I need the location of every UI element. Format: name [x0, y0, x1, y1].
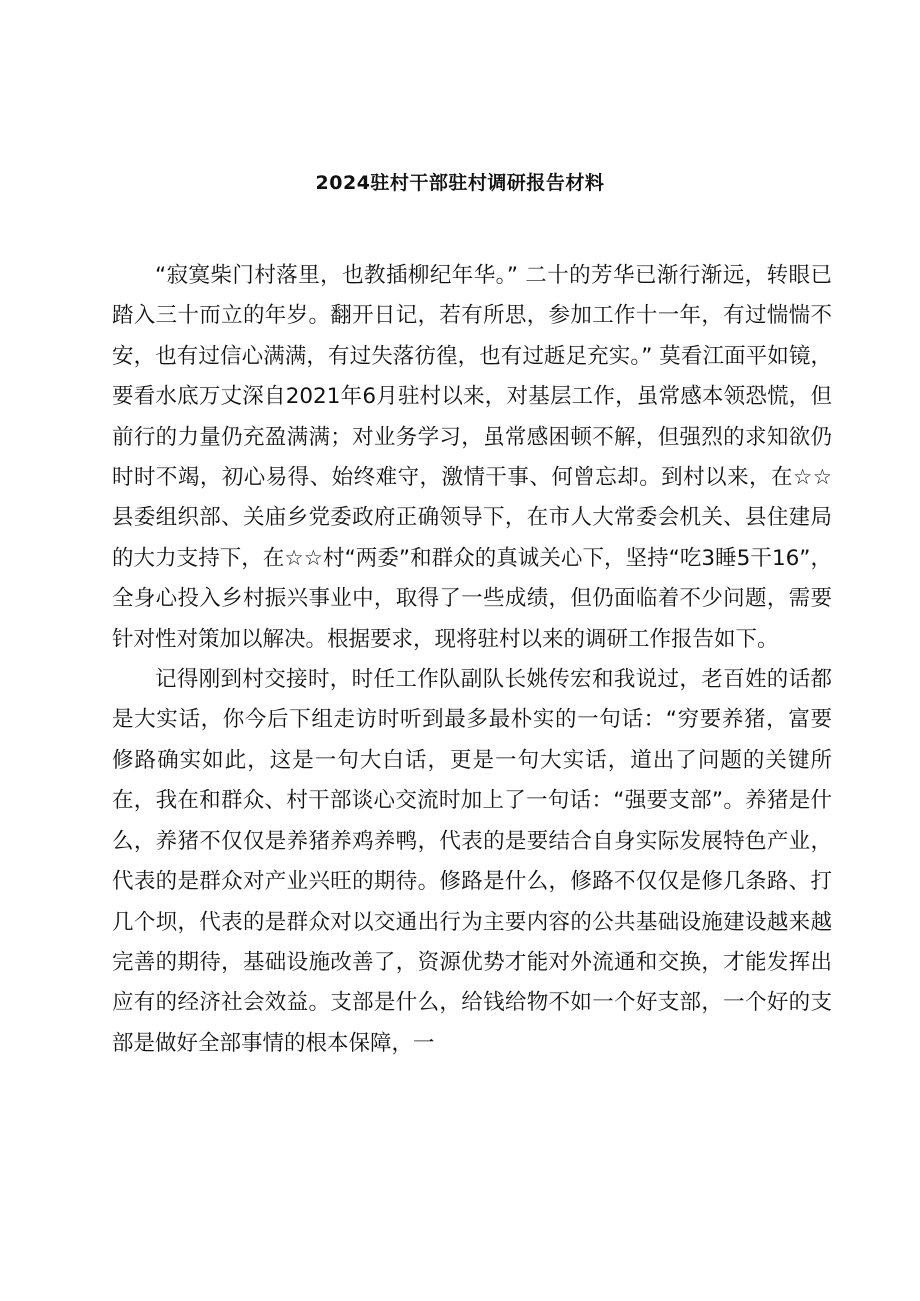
document-body [112, 256, 832, 1064]
paragraph-intro: “寂寞柴门村落里，也教插柳纪年华。” 二十的芳华已渐行渐远，转眼已踏入三十而立的年岁。翻开日记，若有所思，参加工作十一年，有过惴惴不安，也有过信心满满，有过失落彷徨，也有过䞣足充实。” 莫看江面平如镜，要看水底万丈深自2021年6月驻村以来，对基层工作，虽常感本领恐慌，但前行的力量仍充盈满满；对业务学习，虽常感困顿不解，但强烈的求知欲仍时时不竭，初心易得、始终难守，激情干事、何曾忘却。到村以来，在☆☆县委组织部、关庙乡党委政府正确领导下，在市人大常委会机关、县住建局的大力支持下，在☆☆村“两委”和群众的真诚关心下，坚持“吃3睡5干16”，全身心投入乡村振兴事业中，取得了一些成绩，但仍面临着不少问题，需要针对性对策加以解决。根据要求，现将驻村以来的调研工作报告如下。 [112, 263, 832, 652]
document-title: 2024驻村干部驻村调研报告材料 [315, 172, 605, 194]
paragraph-second: 记得刚到村交接时，时任工作队副队长姚传宏和我说过，老百姓的话都是大实话，你今后下组走访时听到最多最朴实的一句话：“穷要养猪，富要修路确实如此，这是一句大白话，更是一句大实话，道出了问题的关键所在，我在和群众、村干部谈心交流时加上了一句话：“强要支部”。养猪是什么，养猪不仅仅是养猪养鸡养鸭，代表的是要结合自身实际发展特色产业，代表的是群众对产业兴旺的期待。修路是什么，修路不仅仅是修几条路、打几个坝，代表的是群众对以交通出行为主要内容的公共基础设施建设越来越完善的期待，基础设施改善了，资源优势才能对外流通和交换，才能发挥出应有的经济社会效益。支部是什么，给钱给物不如一个好支部，一个好的支部是做好全部事情的根本保障，一 [112, 667, 832, 1056]
